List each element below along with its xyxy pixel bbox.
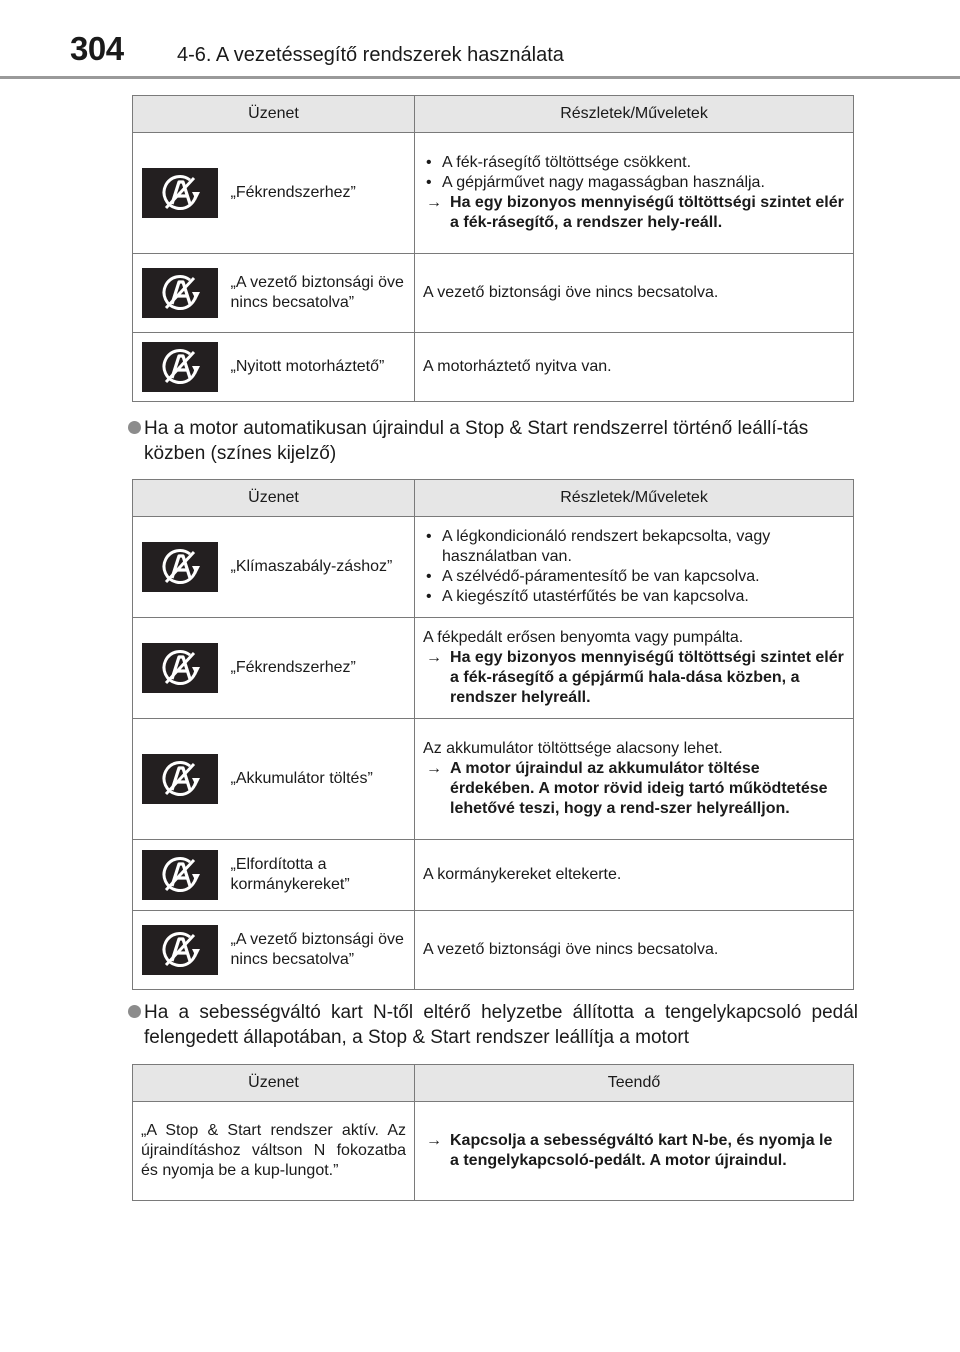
table-row bbox=[133, 254, 854, 333]
detail-bullet: • A fék-rásegítő töltöttsége csökkent. bbox=[423, 153, 845, 173]
details-cell: A vezető biztonsági öve nincs becsatolva. bbox=[415, 911, 854, 990]
message-text: „A vezető biztonsági öve nincs becsatolva” bbox=[223, 911, 415, 990]
header-message: Üzenet bbox=[133, 480, 415, 517]
table-header-row bbox=[133, 96, 854, 133]
table-row bbox=[133, 911, 854, 990]
table-row bbox=[133, 1102, 854, 1201]
paragraph-text: Ha a sebességváltó kart N-től eltérő helyzetbe állította a tengelykapcsoló pedál felengedett állapotában, a Stop & Start rendszer leállítja a motort bbox=[144, 1002, 858, 1048]
message-text: „Elfordította a kormánykereket” bbox=[223, 840, 415, 911]
table-messages-1 bbox=[132, 95, 854, 402]
stop-start-unavailable-icon bbox=[142, 850, 218, 900]
message-text: „Akkumulátor töltés” bbox=[223, 719, 415, 840]
bullet-dot bbox=[128, 421, 141, 434]
header-message: Üzenet bbox=[133, 1065, 415, 1102]
table-row bbox=[133, 333, 854, 402]
bullet-dot bbox=[128, 1005, 141, 1018]
header-details: Részletek/Műveletek bbox=[415, 96, 854, 133]
action-text: → A motor újraindul az akkumulátor töltése érdekében. A motor rövid ideig tartó működtetése lehetővé teszi, hogy a rend-szer helyreálljon. bbox=[423, 759, 845, 819]
message-text: „A vezető biztonsági öve nincs becsatolva” bbox=[223, 254, 415, 333]
message-text: „Fékrendszerhez” bbox=[223, 618, 415, 719]
action-text: → Kapcsolja a sebességváltó kart N-be, és nyomja le a tengelykapcsoló-pedált. A motor újraindul. bbox=[423, 1131, 845, 1171]
table-row bbox=[133, 840, 854, 911]
action-text: → Ha egy bizonyos mennyiségű töltöttségi szintet elér a fék-rásegítő a gépjármű hala-dása közben, a rendszer helyreáll. bbox=[423, 648, 845, 708]
details-cell bbox=[415, 618, 854, 719]
header-action: Teendő bbox=[415, 1065, 854, 1102]
detail-bullet: • A szélvédő-páramentesítő be van kapcsolva. bbox=[423, 567, 845, 587]
paragraph-text: Ha a motor automatikusan újraindul a Stop & Start rendszerrel történő leállí-tás közben (színes kijelző) bbox=[144, 418, 809, 464]
details-cell bbox=[415, 133, 854, 254]
details-cell bbox=[415, 1102, 854, 1201]
bullet-paragraph-1 bbox=[128, 416, 858, 466]
table-row bbox=[133, 133, 854, 254]
message-text: „Klímaszabály-záshoz” bbox=[223, 517, 415, 618]
table-row bbox=[133, 517, 854, 618]
table-row bbox=[133, 618, 854, 719]
bullet-paragraph-2 bbox=[128, 1000, 858, 1050]
header-rule bbox=[0, 76, 960, 79]
table-row bbox=[133, 719, 854, 840]
stop-start-unavailable-icon bbox=[142, 925, 218, 975]
details-cell: A kormánykereket eltekerte. bbox=[415, 840, 854, 911]
stop-start-unavailable-icon bbox=[142, 268, 218, 318]
message-text: „Fékrendszerhez” bbox=[223, 133, 415, 254]
message-text: „Nyitott motorháztető” bbox=[223, 333, 415, 402]
detail-text: A fékpedált erősen benyomta vagy pumpálta. bbox=[423, 629, 744, 646]
table-messages-3 bbox=[132, 1064, 854, 1201]
stop-start-unavailable-icon bbox=[142, 542, 218, 592]
details-cell: A vezető biztonsági öve nincs becsatolva. bbox=[415, 254, 854, 333]
section-title: 4-6. A vezetéssegítő rendszerek használata bbox=[177, 44, 564, 66]
table-messages-2 bbox=[132, 479, 854, 990]
action-text: → Ha egy bizonyos mennyiségű töltöttségi szintet elér a fék-rásegítő, a rendszer hely-reáll. bbox=[423, 193, 845, 233]
stop-start-unavailable-icon bbox=[142, 754, 218, 804]
stop-start-unavailable-icon bbox=[142, 342, 218, 392]
detail-bullet: • A kiegészítő utastérfűtés be van kapcsolva. bbox=[423, 587, 845, 607]
stop-start-unavailable-icon bbox=[142, 643, 218, 693]
header-message: Üzenet bbox=[133, 96, 415, 133]
detail-bullet: • A gépjárművet nagy magasságban használja. bbox=[423, 173, 845, 193]
table-header-row bbox=[133, 1065, 854, 1102]
header-details: Részletek/Műveletek bbox=[415, 480, 854, 517]
details-cell: A motorháztető nyitva van. bbox=[415, 333, 854, 402]
detail-bullet: • A légkondicionáló rendszert bekapcsolta, vagy használatban van. bbox=[423, 527, 845, 567]
message-text: „A Stop & Start rendszer aktív. Az újraindításhoz váltson N fokozatba és nyomja be a kup-lungot.” bbox=[133, 1102, 415, 1201]
detail-text: Az akkumulátor töltöttsége alacsony lehet. bbox=[423, 740, 723, 757]
details-cell bbox=[415, 517, 854, 618]
details-cell bbox=[415, 719, 854, 840]
stop-start-unavailable-icon bbox=[142, 168, 218, 218]
table-header-row bbox=[133, 480, 854, 517]
page-number: 304 bbox=[70, 30, 124, 67]
